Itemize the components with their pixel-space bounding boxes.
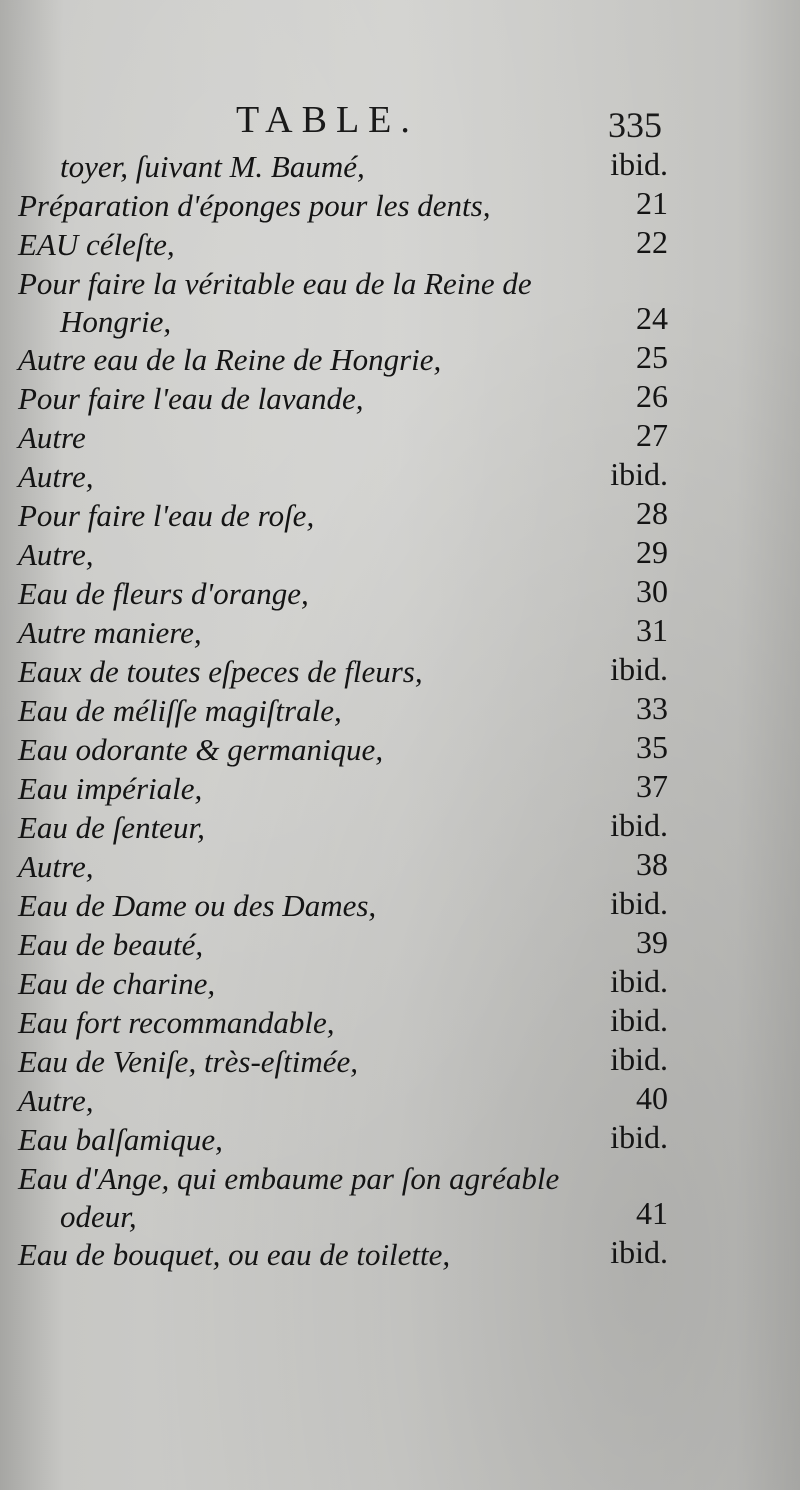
entry-page-ref: 31 xyxy=(636,612,668,648)
entry-page-ref: 28 xyxy=(636,495,668,531)
entry-title: Eau de ſenteur, xyxy=(18,810,205,845)
entry-title: Autre eau de la Reine de Hongrie, xyxy=(18,342,442,377)
entry-page-ref: 22 xyxy=(636,224,668,260)
toc-entry xyxy=(0,885,800,924)
entry-title-line1: Eau d'Ange, qui embaume par ſon agréable xyxy=(18,1161,560,1196)
toc-entry xyxy=(0,846,800,885)
entry-title: Autre maniere, xyxy=(18,615,202,650)
entry-page-ref: 40 xyxy=(636,1080,668,1116)
toc-entry xyxy=(0,729,800,768)
entry-page-ref: 39 xyxy=(636,924,668,960)
entry-page-ref: 37 xyxy=(636,768,668,804)
entry-title: Eau de charine, xyxy=(18,966,216,1001)
toc-entry xyxy=(0,146,800,185)
entry-page-ref: ibid. xyxy=(610,963,668,999)
toc-entry xyxy=(0,1119,800,1158)
entry-page-ref: ibid. xyxy=(610,456,668,492)
toc-entry xyxy=(0,534,800,573)
entry-page-ref: 41 xyxy=(636,1195,668,1231)
entry-title-line2: Hongrie, xyxy=(60,304,172,339)
toc-entry xyxy=(0,612,800,651)
entry-title: Autre, xyxy=(18,537,94,572)
toc-entry xyxy=(0,378,800,417)
entry-title: Eau impériale, xyxy=(18,771,203,806)
entry-page-ref: ibid. xyxy=(610,1041,668,1077)
entry-title: Pour faire l'eau de lavande, xyxy=(18,381,364,416)
toc-entry xyxy=(0,573,800,612)
entry-page-ref: 24 xyxy=(636,300,668,336)
entry-page-ref: 35 xyxy=(636,729,668,765)
entry-title: Autre, xyxy=(18,849,94,884)
toc-entry xyxy=(0,690,800,729)
entry-page-ref: 21 xyxy=(636,185,668,221)
entry-page-ref: 26 xyxy=(636,378,668,414)
entry-page-ref: ibid. xyxy=(610,1234,668,1270)
entry-page-ref: ibid. xyxy=(610,1002,668,1038)
entry-title-line1: Pour faire la véritable eau de la Reine de xyxy=(18,266,532,301)
toc-entry xyxy=(0,224,800,263)
entry-title: Eau de Dame ou des Dames, xyxy=(18,888,377,923)
toc-entry xyxy=(0,924,800,963)
toc-entry xyxy=(0,963,800,1002)
entry-title: Eau de méliſſe magiſtrale, xyxy=(18,693,342,728)
page-number: 335 xyxy=(608,105,662,145)
toc-entry xyxy=(0,1080,800,1119)
toc-entry xyxy=(0,339,800,378)
entry-page-ref: 30 xyxy=(636,573,668,609)
toc-entry xyxy=(0,263,800,339)
toc-entry xyxy=(0,1041,800,1080)
entry-page-ref: 38 xyxy=(636,846,668,882)
toc-entry xyxy=(0,768,800,807)
toc-entry xyxy=(0,417,800,456)
entry-page-ref: ibid. xyxy=(610,807,668,843)
entry-page-ref: ibid. xyxy=(610,146,668,182)
toc-entry xyxy=(0,1234,800,1273)
entry-title: Pour faire l'eau de roſe, xyxy=(18,498,315,533)
entry-title xyxy=(18,265,670,341)
toc-entry xyxy=(0,185,800,224)
entry-title xyxy=(18,1160,670,1236)
toc-entry xyxy=(0,495,800,534)
entry-page-ref: 33 xyxy=(636,690,668,726)
entry-title: Eau de fleurs d'orange, xyxy=(18,576,309,611)
entry-page-ref: 27 xyxy=(636,417,668,453)
toc-entry xyxy=(0,456,800,495)
entry-title: Autre xyxy=(18,420,86,455)
entry-title: Eau de Veniſe, très-eſtimée, xyxy=(18,1044,359,1079)
entry-page-ref: ibid. xyxy=(610,651,668,687)
entry-page-ref: ibid. xyxy=(610,885,668,921)
toc-entry xyxy=(0,651,800,690)
entry-page-ref: 29 xyxy=(636,534,668,570)
table-of-contents xyxy=(0,146,800,1273)
entry-title: Préparation d'éponges pour les dents, xyxy=(18,188,491,223)
entry-title-line2: odeur, xyxy=(60,1199,137,1234)
entry-page-ref: 25 xyxy=(636,339,668,375)
entry-title: Autre, xyxy=(18,459,94,494)
entry-title: EAU céleſte, xyxy=(18,227,175,262)
entry-title: Eau de beauté, xyxy=(18,927,204,962)
page-header xyxy=(0,98,800,148)
toc-entry xyxy=(0,1158,800,1234)
entry-title: Eau de bouquet, ou eau de toilette, xyxy=(18,1237,451,1272)
entry-title: Eau fort recommandable, xyxy=(18,1005,335,1040)
entry-title: Eaux de toutes eſpeces de fleurs, xyxy=(18,654,423,689)
toc-entry xyxy=(0,807,800,846)
toc-entry xyxy=(0,1002,800,1041)
entry-title: Autre, xyxy=(18,1083,94,1118)
entry-title: Eau balſamique, xyxy=(18,1122,223,1157)
entry-title: Eau odorante & germanique, xyxy=(18,732,384,767)
entry-title: toyer, ſuivant M. Baumé, xyxy=(60,149,365,184)
entry-page-ref: ibid. xyxy=(610,1119,668,1155)
running-title: TABLE. xyxy=(236,99,419,141)
